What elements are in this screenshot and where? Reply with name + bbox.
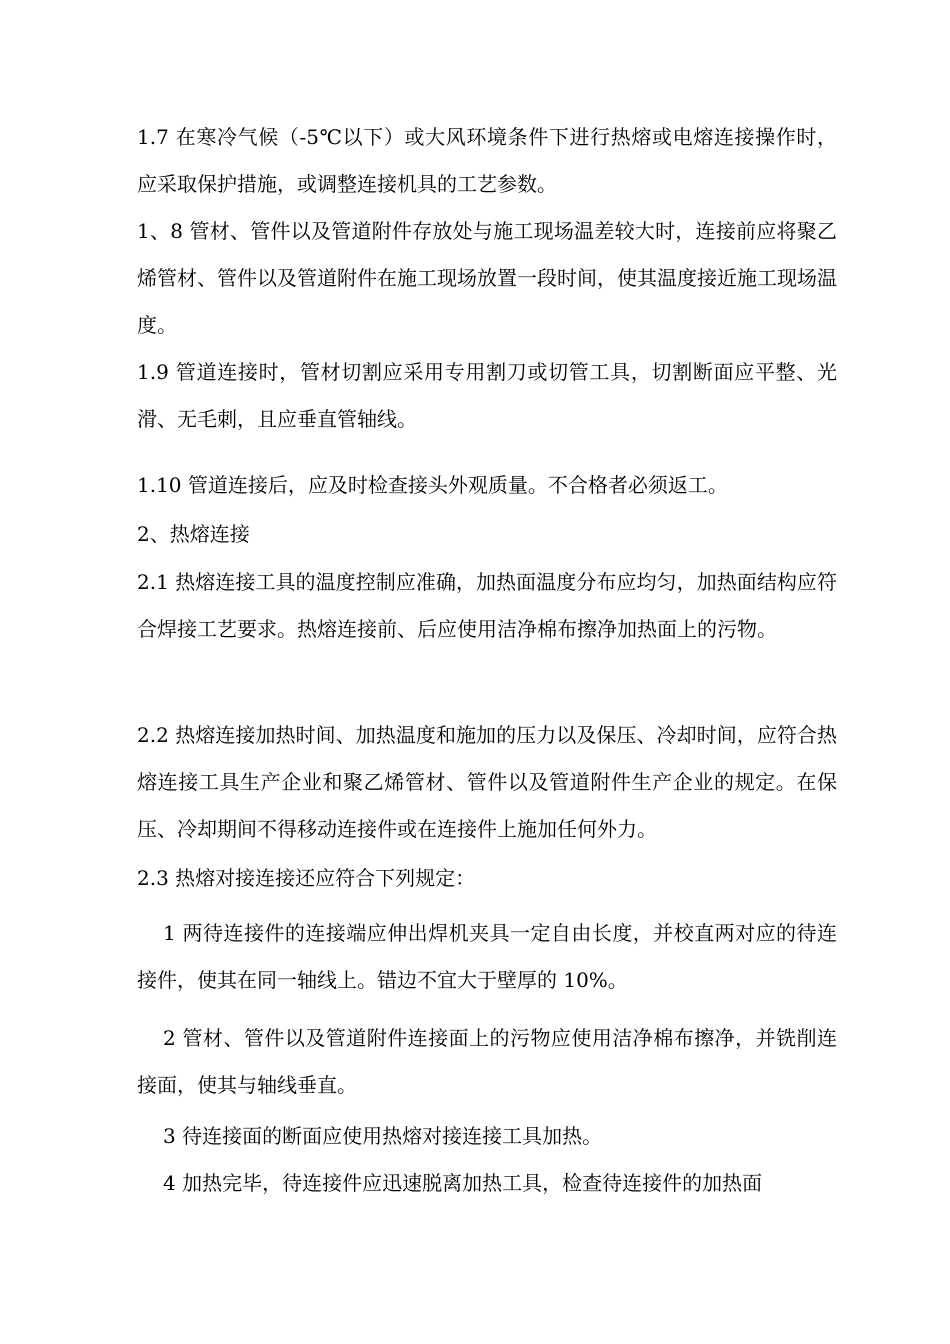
section-heading-2: 2、热熔连接 (137, 522, 250, 546)
paragraph-1-10: 1.10 管道连接后，应及时检查接头外观质量。不合格者必须返工。 (137, 473, 728, 497)
paragraph-2-3: 2.3 热熔对接连接还应符合下列规定： (137, 866, 476, 890)
list-item-3: 3 待连接面的断面应使用热熔对接连接工具加热。 (163, 1124, 603, 1148)
paragraph-1-8: 1、8 管材、管件以及管道附件存放处与施工现场温差较大时，连接前应将聚乙烯管材、管件以及管道附件在施工现场放置一段时间，使其温度接近施工现场温度。 (137, 219, 837, 337)
list-item-4: 4 加热完毕，待连接件应迅速脱离加热工具，检查待连接件的加热面 (163, 1171, 763, 1195)
paragraph-1-7: 1.7 在寒冷气候（-5℃以下）或大风环境条件下进行热熔或电熔连接操作时，应采取保护措施，或调整连接机具的工艺参数。 (137, 125, 837, 196)
list-item-2: 2 管材、管件以及管道附件连接面上的污物应使用洁净棉布擦净，并铣削连接面，使其与轴线垂直。 (137, 1026, 837, 1097)
list-item-1: 1 两待连接件的连接端应伸出焊机夹具一定自由长度，并校直两对应的待连接件，使其在同一轴线上。错边不宜大于壁厚的 10%。 (137, 921, 837, 992)
paragraph-2-1: 2.1 热熔连接工具的温度控制应准确，加热面温度分布应均匀，加热面结构应符合焊接工艺要求。热熔连接前、后应使用洁净棉布擦净加热面上的污物。 (137, 570, 837, 641)
paragraph-1-9: 1.9 管道连接时，管材切割应采用专用割刀或切管工具，切割断面应平整、光滑、无毛刺，且应垂直管轴线。 (137, 360, 837, 431)
paragraph-2-2: 2.2 热熔连接加热时间、加热温度和施加的压力以及保压、冷却时间，应符合热熔连接工具生产企业和聚乙烯管材、管件以及管道附件生产企业的规定。在保压、冷却期间不得移动连接件或在连接件上施加任何外力。 (137, 723, 837, 841)
